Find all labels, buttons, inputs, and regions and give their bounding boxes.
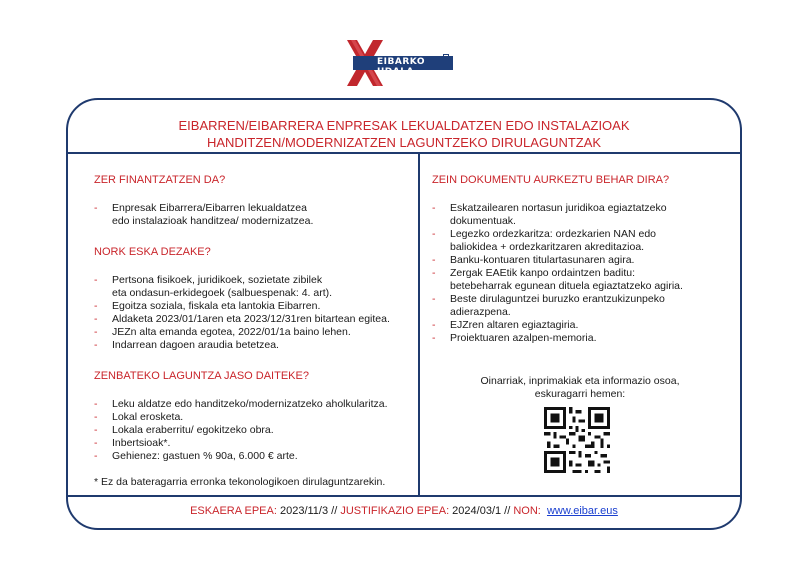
info-text [428,375,732,401]
list-item: - Proiektuaren azalpen-memoria. [432,332,732,345]
left-column [94,174,414,489]
section-heading-who: NORK ESKA DEZAKE? [94,246,211,258]
logo-band [353,56,453,77]
logo-square [443,54,449,64]
qr-code-icon[interactable] [544,407,610,473]
footnote: * Ez da bateragarria erronka tekonologikoen dirulaguntzarekin. [94,476,386,488]
title-line-2: HANDITZEN/MODERNIZATZEN LAGUNTZEKO DIRULAGUNTZAK [206,135,602,150]
list-item: - Enpresak Eibarrera/Eibarren lekualdatzea edo instalazioak handitzea/ modernizatzea. [94,202,414,228]
request-deadline-label: ESKAERA EPEA: [190,505,277,517]
list-item: - Inbertsioak*. [94,437,414,450]
column-divider [418,152,420,497]
title-line-1: EIBARREN/EIBARRERA ENPRESAK LEKUALDATZEN EDO INSTALAZIOAK [178,118,630,133]
list-item: - Gehienez: gastuen % 90a, 6.000 € arte. [94,450,414,463]
list-item: - Legezko ordezkaritza: ordezkarien NAN edo baliokidea + ordezkaritzaren akreditazioa. [432,228,732,254]
deadlines-footer [66,505,742,517]
request-deadline-value: 2023/11/3 // [276,505,341,517]
list-item: - Eskatzailearen nortasun juridikoa egiaztatzeko dokumentuak. [432,202,732,228]
website-link[interactable]: www.eibar.eus [546,505,618,517]
justification-deadline-value: 2024/03/1 // [449,505,514,517]
what-list [94,202,414,228]
page-title [66,117,742,151]
footer-divider [66,495,742,497]
documents-list [432,202,732,345]
list-item: - Aldaketa 2023/01/1aren eta 2023/12/31ren bitartean egitea. [94,313,414,326]
justification-deadline-label: JUSTIFIKAZIO EPEA: [340,505,450,517]
title-divider [66,152,742,154]
where-label: NON: [513,505,541,517]
eibar-logo [345,38,457,88]
who-list [94,274,414,352]
section-heading-what: ZER FINANTZATZEN DA? [94,174,226,186]
list-item: - Leku aldatze edo handitzeko/modernizatzeko aholkularitza. [94,398,414,411]
info-line-1: Oinarriak, inprimakiak eta informazio osoa, [480,375,680,387]
list-item: - Indarrean dagoen araudia betetzea. [94,339,414,352]
list-item: - Banku-kontuaren titulartasunaren agira. [432,254,732,267]
section-heading-amount: ZENBATEKO LAGUNTZA JASO DAITEKE? [94,370,309,382]
list-item: - Zergak EAEtik kanpo ordaintzen baditu: betebeharrak egunean dituela egiaztatzeko agiria. [432,267,732,293]
logo-text: EIBARKO UDALA [377,57,425,77]
info-line-2: eskuragarri hemen: [534,388,626,400]
list-item: - Lokal erosketa. [94,411,414,424]
list-item: - Beste dirulaguntzei buruzko erantzukizunpeko adierazpena. [432,293,732,319]
section-heading-documents: ZEIN DOKUMENTU AURKEZTU BEHAR DIRA? [432,174,670,186]
list-item: - EJZren altaren egiaztagiria. [432,319,732,332]
amount-list [94,398,414,463]
list-item: - Egoitza soziala, fiskala eta lantokia Eibarren. [94,300,414,313]
list-item: - JEZn alta emanda egotea, 2022/01/1a baino lehen. [94,326,414,339]
list-item: - Lokala eraberritu/ egokitzeko obra. [94,424,414,437]
list-item: - Pertsona fisikoek, juridikoek, sozietate zibilek eta ondasun-erkidegoek (salbuespenak: 4. art). [94,274,414,300]
right-column [432,174,732,401]
